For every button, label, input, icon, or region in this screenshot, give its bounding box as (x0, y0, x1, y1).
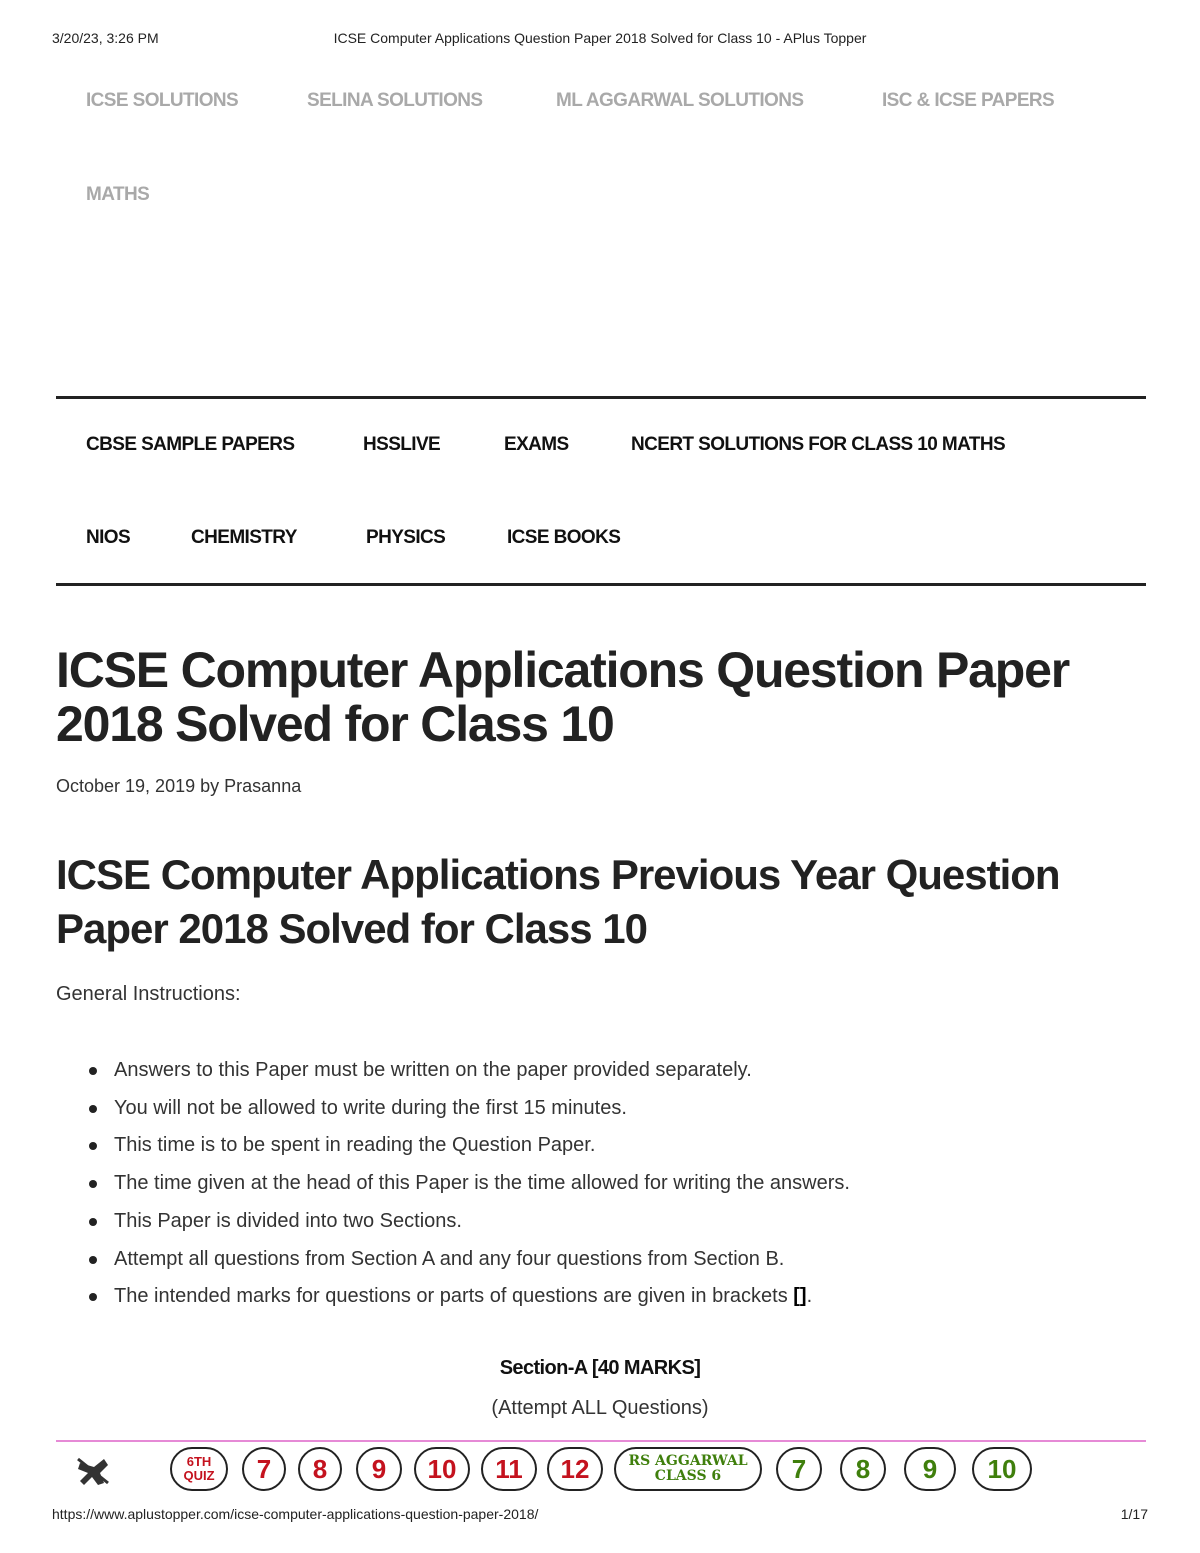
main-nav-exams[interactable]: EXAMS (504, 434, 569, 455)
rs-class-8-button[interactable]: 8 (840, 1447, 886, 1491)
rs-class-10-button[interactable]: 10 (972, 1447, 1032, 1491)
instructions-list (86, 1052, 850, 1316)
article-author[interactable]: Prasanna (224, 776, 302, 796)
article-meta (56, 776, 301, 797)
class-8-button[interactable]: 8 (298, 1447, 342, 1491)
rs-label-top: RS AGGARWAL (628, 1453, 748, 1469)
article-subtitle: ICSE Computer Applications Previous Year Question Paper 2018 Solved for Class 10 (56, 851, 1060, 952)
list-item-text: The intended marks for questions or parts of questions are given in brackets (114, 1285, 788, 1308)
main-nav-icse-books[interactable]: ICSE BOOKS (507, 527, 621, 548)
quiz-label-bottom: QUIZ (183, 1468, 215, 1483)
nav-divider-top (56, 396, 1146, 399)
main-nav-ncert-solutions[interactable]: NCERT SOLUTIONS FOR CLASS 10 MATHS (631, 434, 1006, 455)
rs-label-bottom: CLASS 6 (654, 1468, 722, 1484)
section-note: (Attempt ALL Questions) (491, 1397, 709, 1419)
rs-aggarwal-class-6-button[interactable] (614, 1447, 762, 1491)
class-10-button[interactable]: 10 (414, 1447, 470, 1491)
section-heading: Section-A [40 MARKS] (499, 1357, 701, 1379)
page-url: https://www.aplustopper.com/icse-computer-applications-question-paper-2018/ (52, 1506, 539, 1522)
main-nav-hsslive[interactable]: HSSLIVE (363, 434, 441, 455)
main-nav-physics[interactable]: PHYSICS (366, 527, 446, 548)
brackets-symbol: [] (793, 1285, 807, 1308)
rs-class-7-button[interactable]: 7 (776, 1447, 822, 1491)
page-number: 1/17 (1120, 1506, 1148, 1522)
list-item: This Paper is divided into two Sections. (86, 1203, 850, 1241)
quiz-label-top: 6TH (186, 1454, 212, 1469)
top-nav-ml-aggarwal-solutions[interactable]: ML AGGARWAL SOLUTIONS (556, 90, 804, 111)
rs-class-9-button[interactable]: 9 (904, 1447, 956, 1491)
top-nav-selina-solutions[interactable]: SELINA SOLUTIONS (307, 90, 483, 111)
list-item: You will not be allowed to write during the first 15 minutes. (86, 1090, 850, 1128)
general-instructions-label: General Instructions: (56, 983, 241, 1005)
main-nav-cbse-sample-papers[interactable]: CBSE SAMPLE PAPERS (86, 434, 295, 455)
list-item: This time is to be spent in reading the Question Paper. (86, 1127, 850, 1165)
class-9-button[interactable]: 9 (356, 1447, 402, 1491)
class-12-button[interactable]: 12 (547, 1447, 603, 1491)
list-item: Answers to this Paper must be written on the paper provided separately. (86, 1052, 850, 1090)
list-item: Attempt all questions from Section A and any four questions from Section B. (86, 1241, 850, 1279)
article-date[interactable]: October 19, 2019 (56, 776, 196, 796)
main-nav-chemistry[interactable]: CHEMISTRY (191, 527, 297, 548)
unpin-icon[interactable] (74, 1453, 114, 1489)
print-page-title: ICSE Computer Applications Question Paper 2018 Solved for Class 10 - APlus Topper (333, 30, 867, 46)
top-nav-maths[interactable]: MATHS (86, 184, 150, 205)
list-item: The time given at the head of this Paper is the time allowed for writing the answers. (86, 1165, 850, 1203)
list-item (86, 1278, 850, 1316)
bottom-bar-divider (56, 1440, 1146, 1442)
print-date: 3/20/23, 3:26 PM (52, 30, 159, 46)
class-11-button[interactable]: 11 (481, 1447, 537, 1491)
top-nav-icse-solutions[interactable]: ICSE SOLUTIONS (86, 90, 239, 111)
article-title: ICSE Computer Applications Question Paper 2018 Solved for Class 10 (56, 642, 1069, 752)
class-7-button[interactable]: 7 (242, 1447, 286, 1491)
nav-divider-bottom (56, 583, 1146, 586)
main-nav-nios[interactable]: NIOS (86, 527, 131, 548)
article-by: by (200, 776, 220, 796)
top-nav-isc-icse-papers[interactable]: ISC & ICSE PAPERS (882, 90, 1055, 111)
list-item-period: . (806, 1285, 813, 1308)
class-6-quiz-button[interactable] (170, 1447, 228, 1491)
